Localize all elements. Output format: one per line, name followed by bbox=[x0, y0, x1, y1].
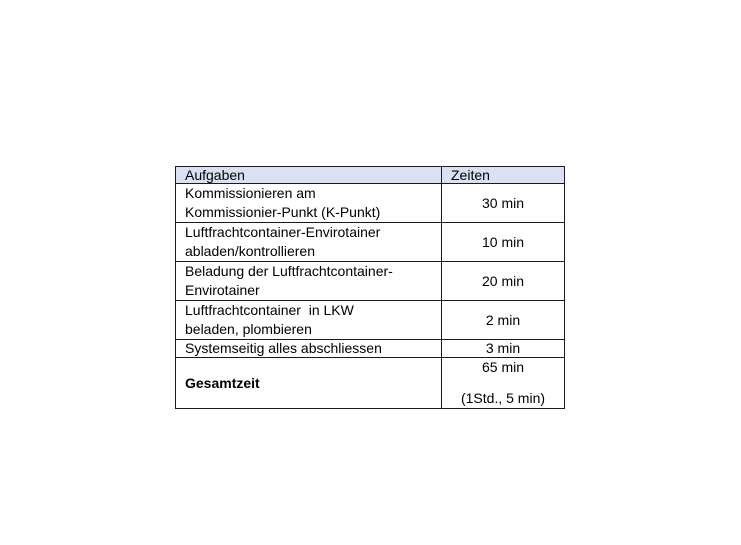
total-time-hours: (1Std., 5 min) bbox=[460, 390, 546, 406]
total-time-cell bbox=[442, 358, 565, 409]
header-tasks: Aufgaben bbox=[176, 167, 442, 184]
table-row bbox=[176, 184, 565, 223]
task-text-line: Luftfrachtcontainer-Envirotainer bbox=[185, 224, 381, 240]
total-row bbox=[176, 358, 565, 409]
task-cell bbox=[176, 301, 442, 340]
time-table bbox=[175, 166, 565, 409]
task-text-line: Kommissionier-Punkt (K-Punkt) bbox=[185, 204, 381, 220]
task-cell bbox=[176, 223, 442, 262]
header-times: Zeiten bbox=[442, 167, 565, 184]
table-row bbox=[176, 223, 565, 262]
task-cell: Systemseitig alles abschliessen bbox=[176, 340, 442, 358]
task-text-line: beladen, plombieren bbox=[185, 321, 312, 337]
time-cell: 10 min bbox=[442, 223, 565, 262]
table-row bbox=[176, 262, 565, 301]
table-row bbox=[176, 301, 565, 340]
time-cell: 3 min bbox=[442, 340, 565, 358]
task-text-line: Kommissionieren am bbox=[185, 185, 316, 201]
task-text-line: abladen/kontrollieren bbox=[185, 243, 315, 259]
task-text-line: Luftfrachtcontainer in LKW bbox=[185, 302, 354, 318]
task-text-line: Beladung der Luftfrachtcontainer- bbox=[185, 263, 393, 279]
time-cell: 20 min bbox=[442, 262, 565, 301]
table-row bbox=[176, 340, 565, 358]
task-cell bbox=[176, 184, 442, 223]
time-cell: 2 min bbox=[442, 301, 565, 340]
task-cell bbox=[176, 262, 442, 301]
task-text-line: Envirotainer bbox=[185, 282, 260, 298]
time-cell: 30 min bbox=[442, 184, 565, 223]
total-time-minutes: 65 min bbox=[481, 359, 525, 375]
table-header-row bbox=[176, 167, 565, 184]
total-label: Gesamtzeit bbox=[176, 358, 442, 409]
